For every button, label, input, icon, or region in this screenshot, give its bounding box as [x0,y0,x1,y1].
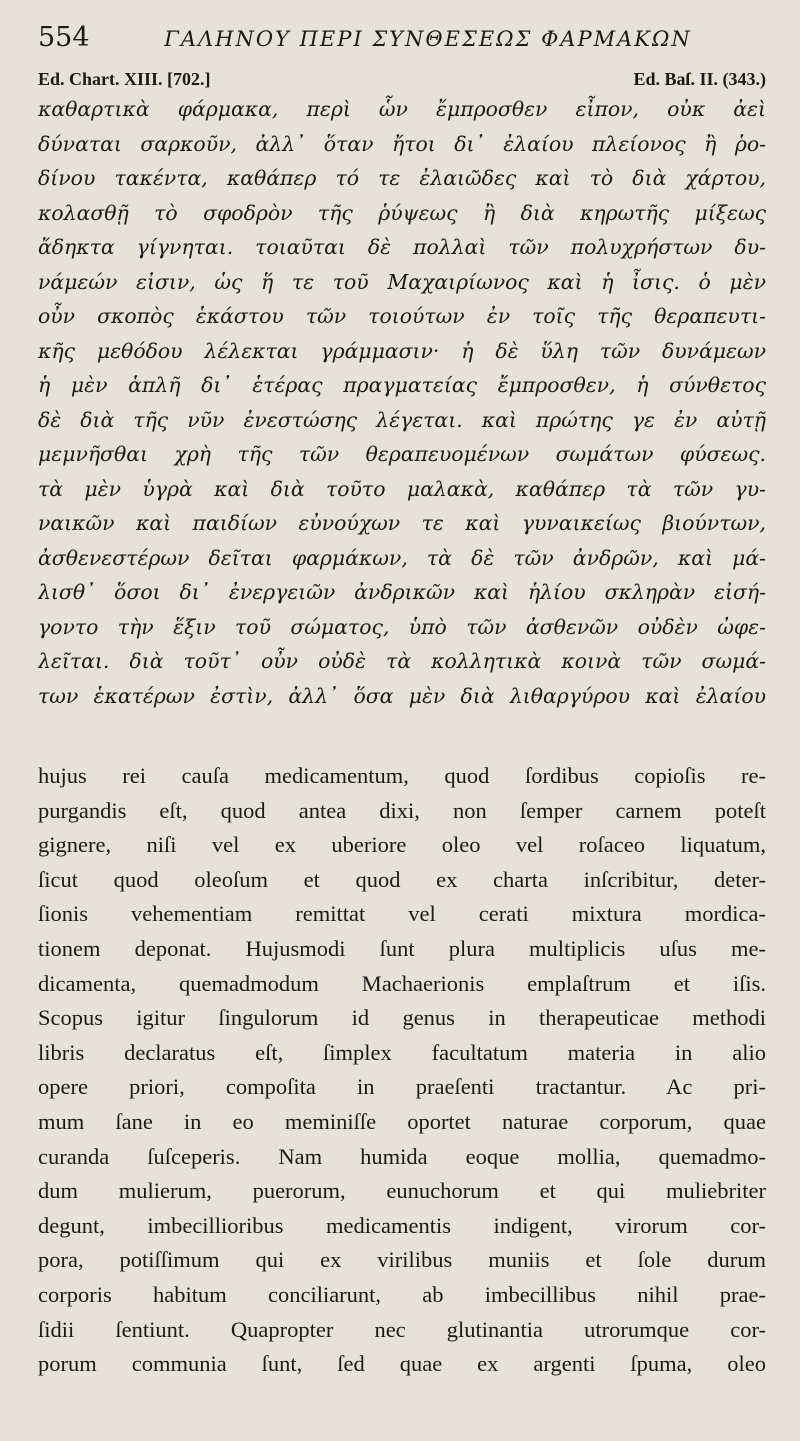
greek-text-line: ἄδηκτα γίγνηται. τοιαῦται δὲ πολλαὶ τῶν πολυχρήστων δυ- [38,235,766,259]
greek-text-line: τὰ μὲν ὑγρὰ καὶ διὰ τοῦτο μαλακὰ, καθάπερ τὰ τῶν γυ- [38,476,766,501]
latin-text-line: opere priori, compoſita in praeſenti tractantur. Ac pri- [38,1074,766,1100]
running-title: ΓΑΛΗΝΟΥ ΠΕΡΙ ΣΥΝΘΕΣΕΩΣ ΦΑΡΜΑΚΩΝ [164,27,692,51]
greek-text-line: γοντο τὴν ἕξιν τοῦ σώματος, ὑπὸ τῶν ἀσθενῶν οὐδὲν ὠφε- [38,614,766,639]
greek-text-line: δὲ διὰ τῆς νῦν ἐνεστώσης λέγεται. καὶ πρώτης γε ἐν αὐτῇ [38,407,766,432]
greek-text-line: μεμνῆσθαι χρὴ τῆς τῶν θεραπευομένων σωμάτων φύσεως. [38,442,766,466]
greek-text-line: λεῖται. διὰ τοῦτ᾽ οὖν οὐδὲ τὰ κολλητικὰ κοινὰ τῶν σωμά- [38,649,766,673]
latin-text-line: tionem deponat. Hujusmodi ſunt plura multiplicis uſus me- [38,935,766,961]
greek-text-line: οὖν σκοπὸς ἑκάστου τῶν τοιούτων ἐν τοῖς τῆς θεραπευτι- [38,304,766,328]
latin-text-line: Scopus igitur ſingulorum id genus in therapeuticae methodi [38,1005,766,1031]
latin-text-line: porum communia ſunt, ſed quae ex argenti ſpuma, oleo [38,1351,766,1377]
latin-text-line: ſionis vehementiam remittat vel cerati mixtura mordica- [38,901,766,927]
greek-text-line: ἀσθενεστέρων δεῖται φαρμάκων, τὰ δὲ τῶν ἀνδρῶν, καὶ μά- [38,545,766,570]
latin-text-line: libris declaratus eſt, ſimplex facultatum materia in alio [38,1039,766,1065]
greek-text-line: λισθ᾽ ὅσοι δι᾽ ἐνεργειῶν ἀνδρικῶν καὶ ἡλίου σκληρὰν εἰσή- [38,580,766,604]
edition-reference-chartier: Ed. Chart. XIII. [702.] [38,69,211,89]
latin-text-line: ſicut quod oleoſum et quod ex charta inſcribitur, deter- [38,866,766,892]
greek-text-line: ναικῶν καὶ παιδίων εὐνούχων τε καὶ γυναικείως βιούντων, [38,511,766,535]
greek-text-line: νάμεών εἰσιν, ὡς ἥ τε τοῦ Μαχαιρίωνος καὶ ἡ ἶσις. ὁ μὲν [38,269,766,294]
latin-text-block [38,759,766,1382]
latin-text-line: curanda ſuſceperis. Nam humida eoque mollia, quemadmo- [38,1143,766,1169]
edition-reference-basel: Ed. Baſ. II. (343.) [633,69,766,89]
greek-text-line: δύναται σαρκοῦν, ἀλλ᾽ ὅταν ἤτοι δι᾽ ἐλαίου πλείονος ἢ ῥο- [38,131,766,156]
latin-text-line: hujus rei cauſa medicamentum, quod ſordibus copioſis re- [38,763,766,788]
greek-text-line: δίνου τακέντα, καθάπερ τό τε ἐλαιῶδες καὶ τὸ διὰ χάρτου, [38,166,766,190]
greek-text-block [38,92,766,713]
edition-reference-line [38,66,766,92]
greek-text-line: κῆς μεθόδου λέλεκται γράμμασιν· ἡ δὲ ὕλη τῶν δυνάμεων [38,338,766,363]
latin-text-line: pora, potiſſimum qui ex virilibus muniis et ſole durum [38,1247,766,1273]
latin-text-line: degunt, imbecillioribus medicamentis indigent, virorum cor- [38,1212,766,1238]
greek-text-line: ἡ μὲν ἁπλῆ δι᾽ ἑτέρας πραγματείας ἔμπροσθεν, ἡ σύνθετος [38,373,766,397]
latin-text-line: mum ſane in eo meminiſſe oportet naturae corporum, quae [38,1108,766,1134]
latin-text-line: ſidii ſentiunt. Quapropter nec glutinantia utrorumque cor- [38,1316,766,1342]
latin-text-line: gignere, niſi vel ex uberiore oleo vel roſaceo liquatum, [38,832,766,858]
greek-text-line: καθαρτικὰ φάρμακα, περὶ ὧν ἔμπροσθεν εἶπον, οὐκ ἀεὶ [38,97,766,121]
page-number: 554 [38,22,90,53]
running-head [38,22,766,66]
latin-text-line: dicamenta, quemadmodum Machaerionis emplaſtrum et iſis. [38,970,766,996]
latin-text-line: purgandis eſt, quod antea dixi, non ſemper carnem poteſt [38,797,766,823]
latin-text-line: corporis habitum conciliarunt, ab imbecillibus nihil prae- [38,1281,766,1307]
latin-text-line: dum mulierum, puerorum, eunuchorum et qui muliebriter [38,1178,766,1204]
greek-text-line: των ἑκατέρων ἐστὶν, ἀλλ᾽ ὅσα μὲν διὰ λιθαργύρου καὶ ἐλαίου [38,683,766,708]
greek-text-line: κολασθῇ τὸ σφοδρὸν τῆς ῥύψεως ἢ διὰ κηρωτῆς μίξεως [38,200,766,225]
